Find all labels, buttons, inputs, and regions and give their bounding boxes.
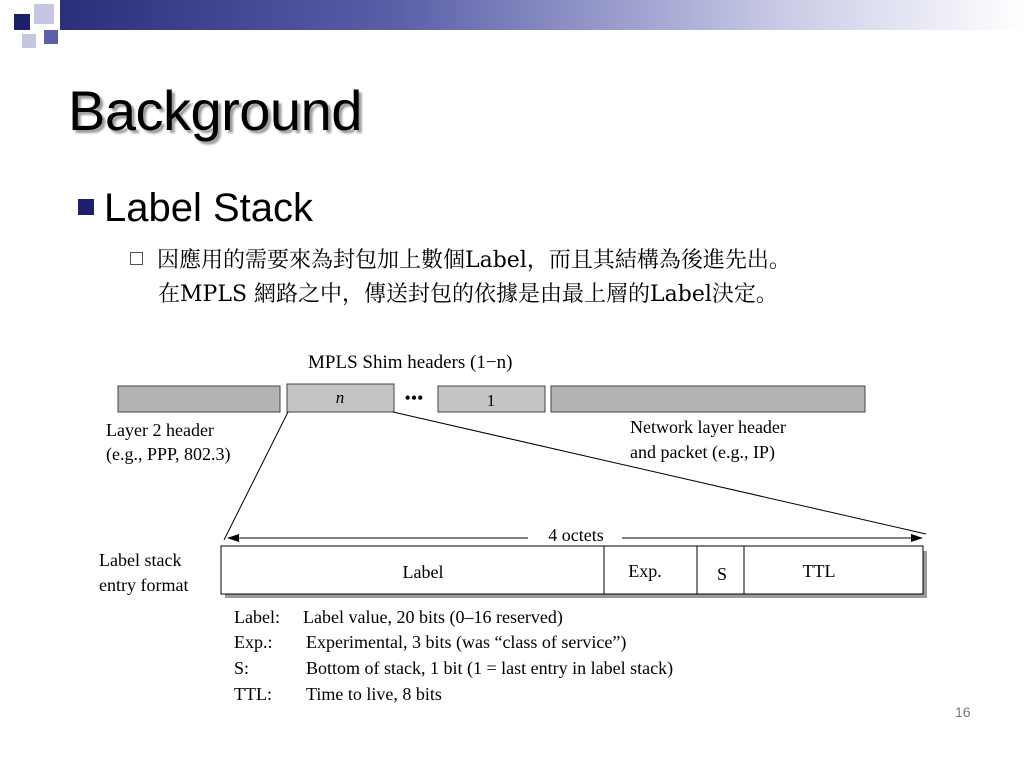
layer2-label-line-1: Layer 2 header [106,420,214,440]
layer2-header-box [118,386,280,412]
ellipsis-dots: ••• [404,388,424,408]
sub-bullet-line-1: 因應用的需要來為封包加上數個Label，而且其結構為後進先出。 [157,248,791,273]
bullet-text: Label Stack [104,186,314,230]
network-header-box [551,386,865,412]
field-exp: Exp. [628,561,662,581]
legend-key: TTL: [234,684,272,704]
page-number: 16 [955,704,971,720]
legend-desc: Bottom of stack, 1 bit (1 = last entry in label stack) [306,658,674,678]
field-s: S [716,564,728,584]
network-label-line-1: Network layer header [630,417,786,437]
legend-desc: Label value, 20 bits (0–16 reserved) [303,607,563,627]
network-label-line-2: and packet (e.g., IP) [630,442,775,462]
field-ttl: TTL [802,561,836,581]
shim-header-n-text: n [335,388,345,407]
sub-bullet-line-2: 在MPLS 網路之中，傳送封包的依據是由最上層的Label決定。 [158,282,778,307]
legend-key: Label: [234,607,280,627]
zoom-line-left [224,412,288,540]
layer2-label-line-2: (e.g., PPP, 802.3) [106,444,231,464]
entry-format-line-2: entry format [99,575,189,595]
legend-key: S: [234,658,250,678]
field-label: Label [402,562,444,582]
legend-key: Exp.: [234,632,273,652]
legend-desc: Time to live, 8 bits [306,684,442,704]
octets-label: 4 octets [548,525,604,545]
slide-title: Background [68,79,362,142]
shim-header-1-text: 1 [486,391,496,410]
entry-format-line-1: Label stack [99,550,182,570]
shim-headers-title: MPLS Shim headers (1−n) [308,352,513,373]
legend-desc: Experimental, 3 bits (was “class of service”) [306,632,627,652]
